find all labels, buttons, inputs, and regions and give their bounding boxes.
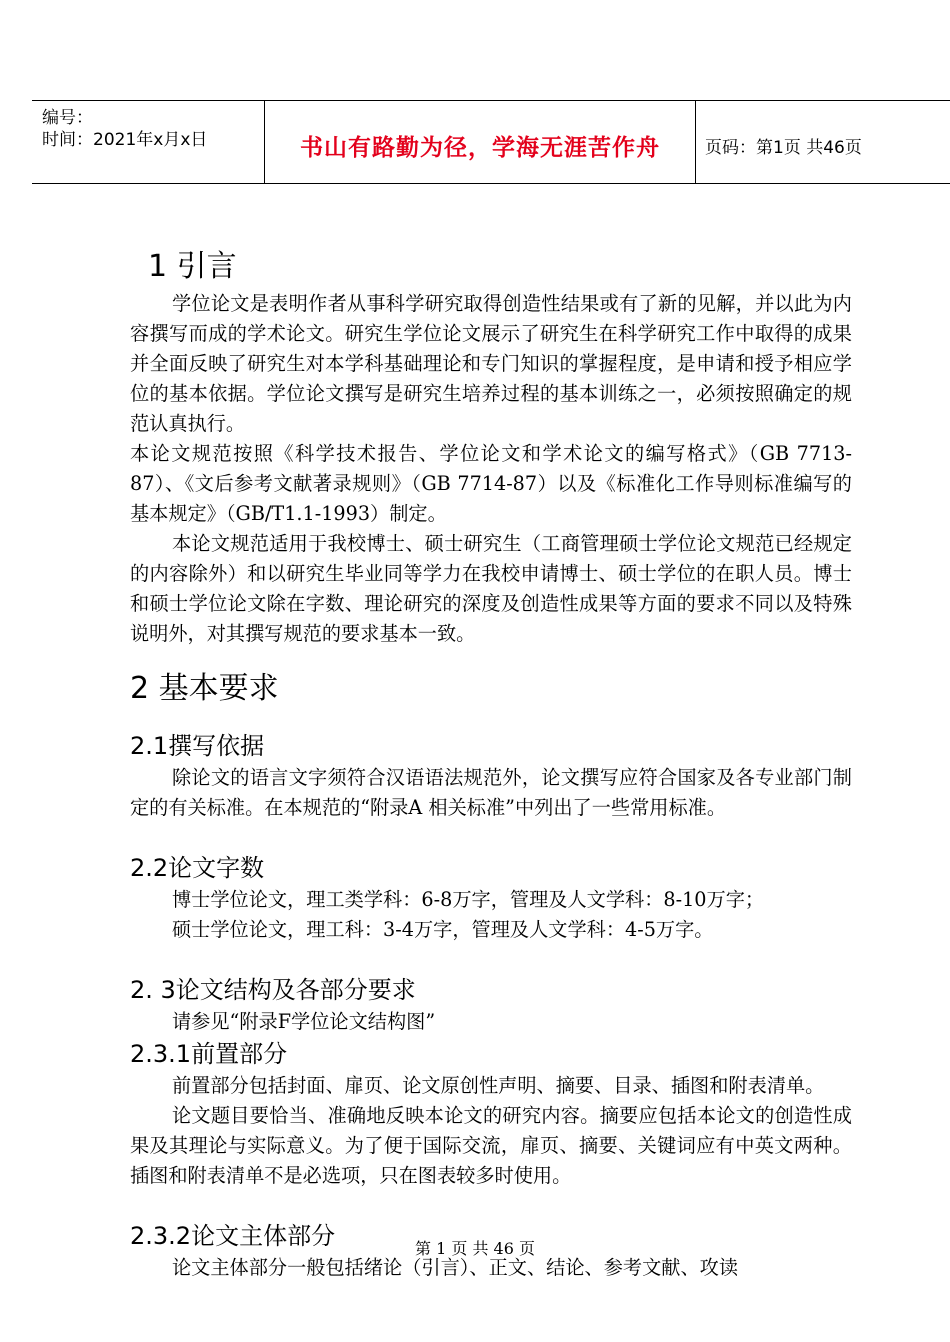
section-2-1-title: 2.1撰写依据 [130,732,265,760]
section-2-3-1-title: 2.3.1前置部分 [130,1040,288,1068]
section-1-title: 1 引言 [148,249,237,284]
page-footer: 第 1 页 共 46 页 [415,1239,535,1258]
header-motto: 书山有路勤为径，学海无涯苦作舟 [300,135,660,161]
header-meta [42,107,207,151]
header-page-info: 页码：第1页 共46页 [705,138,862,158]
page-header [32,100,950,184]
section-2-3-title: 2. 3论文结构及各部分要求 [130,976,416,1004]
section-2-2-title: 2.2论文字数 [130,854,265,882]
serial-label: 编号： [42,108,93,128]
section-1-paragraph-2: 本论文规范按照《科学技术报告、学位论文和学术论文的编写格式》（GB 7713-87）、《文后参考文献著录规则》（GB 7714-87）以及《标准化工作导则标准编写的基本规定》（GB/T1.1-1993）制定。 [130,442,852,525]
document-body [130,245,852,1283]
section-2-2-line-1: 博士学位论文，理工类学科：6-8万字，管理及人文学科：8-10万字； [172,888,765,911]
section-2-1-paragraph: 除论文的语言文字须符合汉语语法规范外，论文撰写应符合国家及各专业部门制定的有关标准。在本规范的“附录A 相关标准”中列出了一些常用标准。 [130,766,852,819]
section-2-3-paragraph: 请参见“附录F学位论文结构图” [172,1010,436,1033]
time-label: 时间：2021年x月x日 [42,130,208,150]
section-2-3-2-paragraph: 论文主体部分一般包括绪论（引言）、正文、结论、参考文献、攻读 [172,1256,739,1279]
section-2-3-1-paragraph-2: 论文题目要恰当、准确地反映本论文的研究内容。摘要应包括本论文的创造性成果及其理论与实际意义。为了便于国际交流，扉页、摘要、关键词应有中英文两种。插图和附表清单不是必选项，只在图表较多时使用。 [130,1104,852,1187]
section-1-paragraph-3: 本论文规范适用于我校博士、硕士研究生（工商管理硕士学位论文规范已经规定的内容除外）和以研究生毕业同等学力在我校申请博士、硕士学位的在职人员。博士和硕士学位论文除在字数、理论研究的深度及创造性成果等方面的要求不同以及特殊说明外，对其撰写规范的要求基本一致。 [130,532,852,645]
section-2-3-1-paragraph-1: 前置部分包括封面、扉页、论文原创性声明、摘要、目录、插图和附表清单。 [172,1074,825,1097]
section-2-3-2-title: 2.3.2论文主体部分 [130,1222,336,1250]
section-1-paragraph-1: 学位论文是表明作者从事科学研究取得创造性结果或有了新的见解，并以此为内容撰写而成的学术论文。研究生学位论文展示了研究生在科学研究工作中取得的成果并全面反映了研究生对本学科基础理论和专门知识的掌握程度，是申请和授予相应学位的基本依据。学位论文撰写是研究生培养过程的基本训练之一，必须按照确定的规范认真执行。 [130,292,852,435]
section-2-2-line-2: 硕士学位论文，理工科：3-4万字，管理及人文学科：4-5万字。 [172,918,714,941]
header-divider-right [695,101,696,183]
section-2-title: 2 基本要求 [130,671,279,706]
